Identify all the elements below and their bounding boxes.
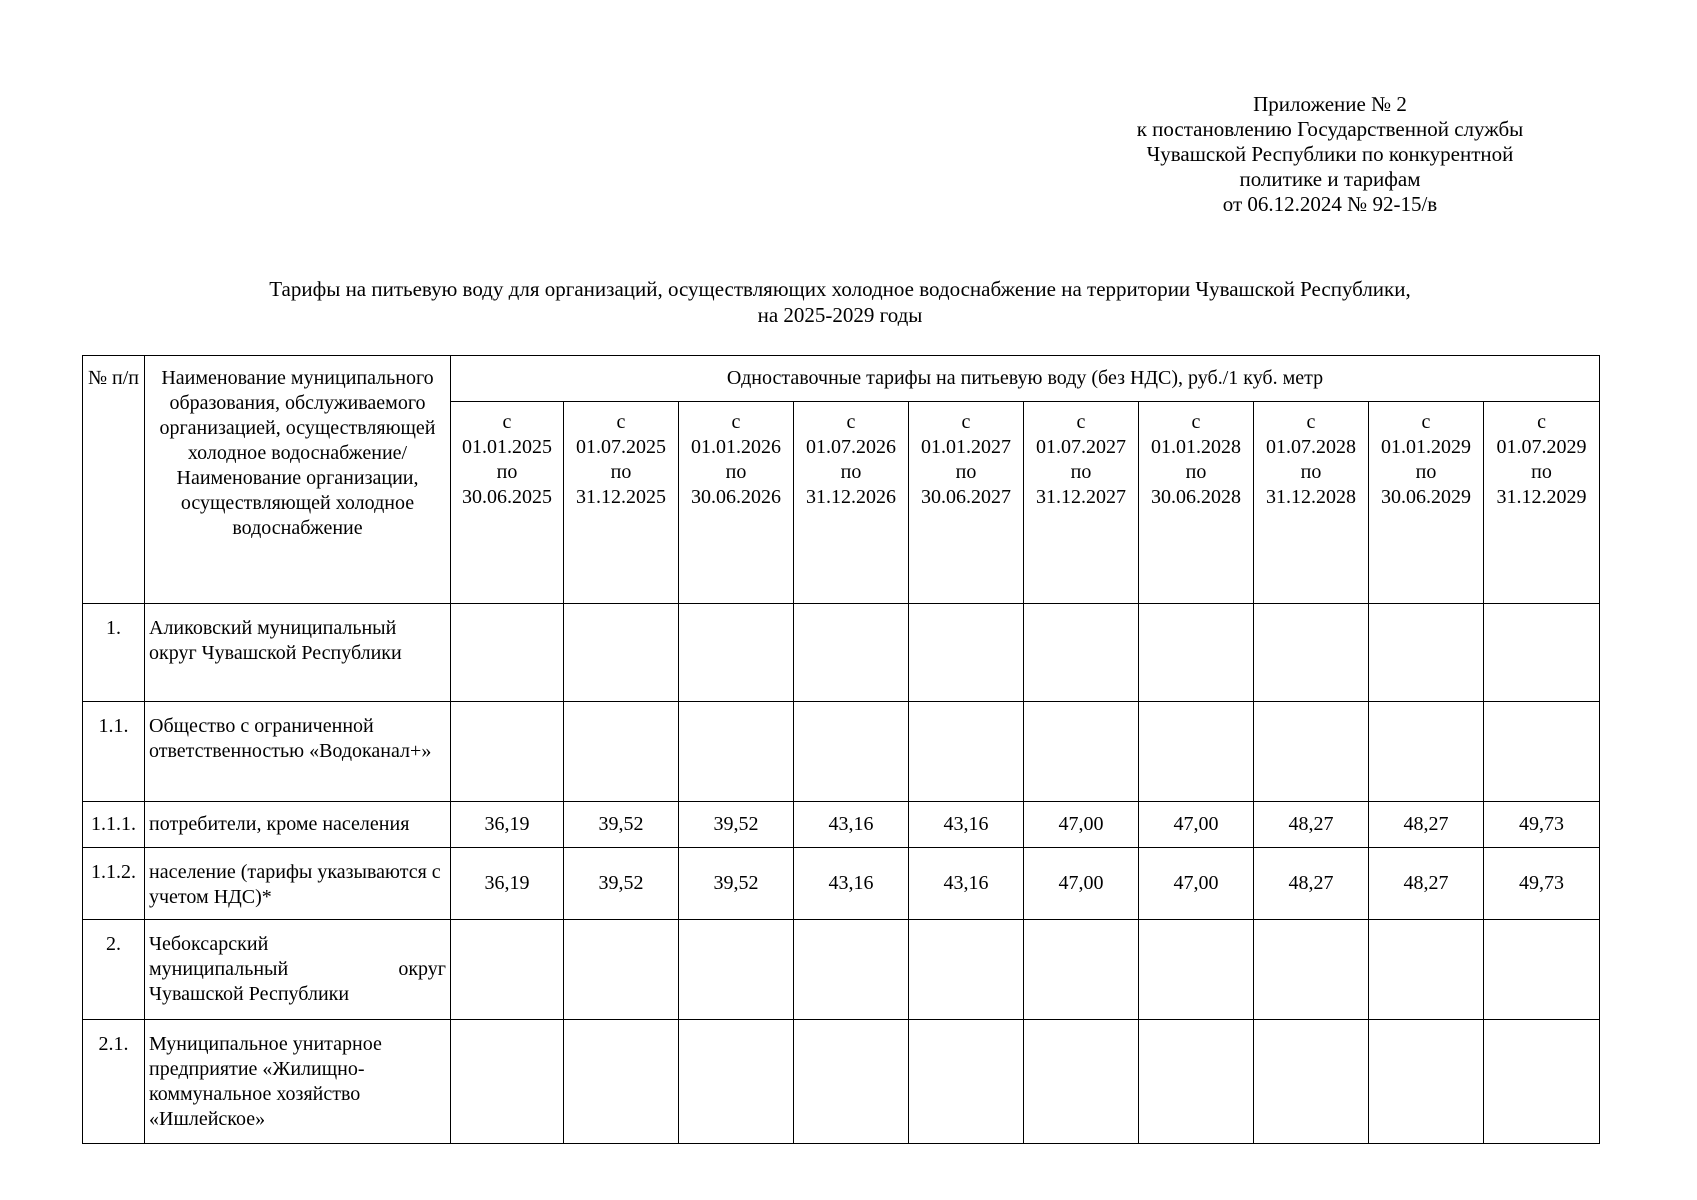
table-cell: 49,73 — [1484, 848, 1600, 920]
period-cell: с 01.01.2027 по 30.06.2027 — [909, 402, 1024, 604]
appendix-line-3: Чувашской Республики по конкурентной — [1146, 142, 1514, 166]
table-cell — [451, 702, 564, 802]
document-title — [80, 276, 1600, 328]
header-tariffs: Одноставочные тарифы на питьевую воду (без НДС), руб./1 куб. метр — [451, 356, 1600, 402]
table-cell — [679, 604, 794, 702]
table-row — [83, 702, 1600, 802]
row-name-line: Чебоксарский — [149, 933, 269, 955]
table-cell: 48,27 — [1369, 802, 1484, 848]
table-cell — [1484, 1020, 1600, 1144]
period-cell: с 01.07.2028 по 31.12.2028 — [1254, 402, 1369, 604]
appendix-line-4: политике и тарифам — [1239, 167, 1421, 191]
table-cell — [679, 920, 794, 1020]
table-cell — [909, 920, 1024, 1020]
row-name — [145, 920, 451, 1020]
row-name: население (тарифы указываются с учетом НДС)* — [145, 848, 451, 920]
table-cell — [1369, 920, 1484, 1020]
tariff-table — [82, 355, 1600, 1144]
table-cell — [679, 702, 794, 802]
table-cell — [1024, 702, 1139, 802]
table-cell — [1024, 920, 1139, 1020]
table-cell — [909, 702, 1024, 802]
period-cell: с 01.07.2025 по 31.12.2025 — [564, 402, 679, 604]
period-cell: с 01.01.2028 по 30.06.2028 — [1139, 402, 1254, 604]
period-cell: с 01.01.2026 по 30.06.2026 — [679, 402, 794, 604]
table-cell — [451, 920, 564, 1020]
table-cell: 49,73 — [1484, 802, 1600, 848]
table-cell — [1024, 1020, 1139, 1144]
table-cell — [1139, 604, 1254, 702]
table-cell: 48,27 — [1254, 848, 1369, 920]
table-cell: 47,00 — [1024, 848, 1139, 920]
table-cell: 43,16 — [909, 848, 1024, 920]
table-cell — [794, 920, 909, 1020]
row-num: 1.1. — [83, 702, 145, 802]
table-cell — [794, 1020, 909, 1144]
period-cell: с 01.07.2027 по 31.12.2027 — [1024, 402, 1139, 604]
appendix-line-2: к постановлению Государственной службы — [1136, 117, 1524, 141]
table-cell — [564, 1020, 679, 1144]
table-cell: 39,52 — [564, 802, 679, 848]
table-cell: 47,00 — [1139, 802, 1254, 848]
table-row — [83, 848, 1600, 920]
table-row — [83, 802, 1600, 848]
table-cell — [794, 702, 909, 802]
table-cell: 39,52 — [679, 802, 794, 848]
row-name: потребители, кроме населения — [145, 802, 451, 848]
row-num: 2. — [83, 920, 145, 1020]
table-cell: 43,16 — [794, 848, 909, 920]
table-row — [83, 1020, 1600, 1144]
period-cell: с 01.07.2026 по 31.12.2026 — [794, 402, 909, 604]
row-name: Общество с ограниченной ответственностью «Водоканал+» — [145, 702, 451, 802]
row-name-word: муниципальный — [149, 958, 289, 980]
row-name: Муниципальное унитарное предприятие «Жилищно-коммунальное хозяйство «Ишлейское» — [145, 1020, 451, 1144]
row-name-word: округ — [398, 958, 446, 980]
table-cell — [564, 604, 679, 702]
table-cell — [1139, 1020, 1254, 1144]
table-cell — [1139, 702, 1254, 802]
table-cell: 47,00 — [1139, 848, 1254, 920]
table-cell — [1369, 702, 1484, 802]
table-cell: 36,19 — [451, 802, 564, 848]
appendix-line-1: Приложение № 2 — [1253, 92, 1407, 116]
period-cell: с 01.01.2025 по 30.06.2025 — [451, 402, 564, 604]
table-cell — [451, 604, 564, 702]
table-cell — [1484, 920, 1600, 1020]
header-num: № п/п — [83, 356, 145, 604]
header-row-1 — [83, 356, 1600, 402]
table-row — [83, 920, 1600, 1020]
appendix-line-5: от 06.12.2024 № 92-15/в — [1222, 192, 1438, 216]
table-cell — [1484, 702, 1600, 802]
table-cell — [794, 604, 909, 702]
table-cell — [1254, 702, 1369, 802]
row-num: 1. — [83, 604, 145, 702]
row-name-line: Чувашской Республики — [149, 983, 350, 1005]
title-line-2: на 2025-2029 годы — [757, 303, 923, 327]
table-cell — [679, 1020, 794, 1144]
title-line-1: Тарифы на питьевую воду для организаций, осуществляющих холодное водоснабжение на территории Чувашской Республики, — [269, 277, 1411, 301]
table-cell — [564, 920, 679, 1020]
table-cell: 43,16 — [909, 802, 1024, 848]
table-cell — [1254, 604, 1369, 702]
table-cell — [564, 702, 679, 802]
table-cell — [1254, 1020, 1369, 1144]
period-cell: с 01.01.2029 по 30.06.2029 — [1369, 402, 1484, 604]
table-cell: 48,27 — [1369, 848, 1484, 920]
table-cell: 47,00 — [1024, 802, 1139, 848]
row-num: 1.1.1. — [83, 802, 145, 848]
table-row — [83, 604, 1600, 702]
table-cell — [1024, 604, 1139, 702]
table-cell — [451, 1020, 564, 1144]
table-cell — [1254, 920, 1369, 1020]
appendix-block — [1080, 92, 1580, 217]
row-num: 2.1. — [83, 1020, 145, 1144]
header-name: Наименование муниципального образования, обслуживаемого организацией, осуществляющей холодное водоснабжение/Наименование организации, осуществляющей холодное водоснабжение — [145, 356, 451, 604]
row-name-line — [149, 957, 446, 982]
table-cell: 48,27 — [1254, 802, 1369, 848]
table-cell — [909, 1020, 1024, 1144]
row-num: 1.1.2. — [83, 848, 145, 920]
table-cell: 36,19 — [451, 848, 564, 920]
table-cell — [909, 604, 1024, 702]
table-cell — [1369, 1020, 1484, 1144]
period-cell: с 01.07.2029 по 31.12.2029 — [1484, 402, 1600, 604]
table-cell — [1484, 604, 1600, 702]
table-cell — [1369, 604, 1484, 702]
table-cell: 39,52 — [679, 848, 794, 920]
row-name: Аликовский муниципальный округ Чувашской Республики — [145, 604, 451, 702]
table-cell — [1139, 920, 1254, 1020]
table-cell: 39,52 — [564, 848, 679, 920]
table-cell: 43,16 — [794, 802, 909, 848]
